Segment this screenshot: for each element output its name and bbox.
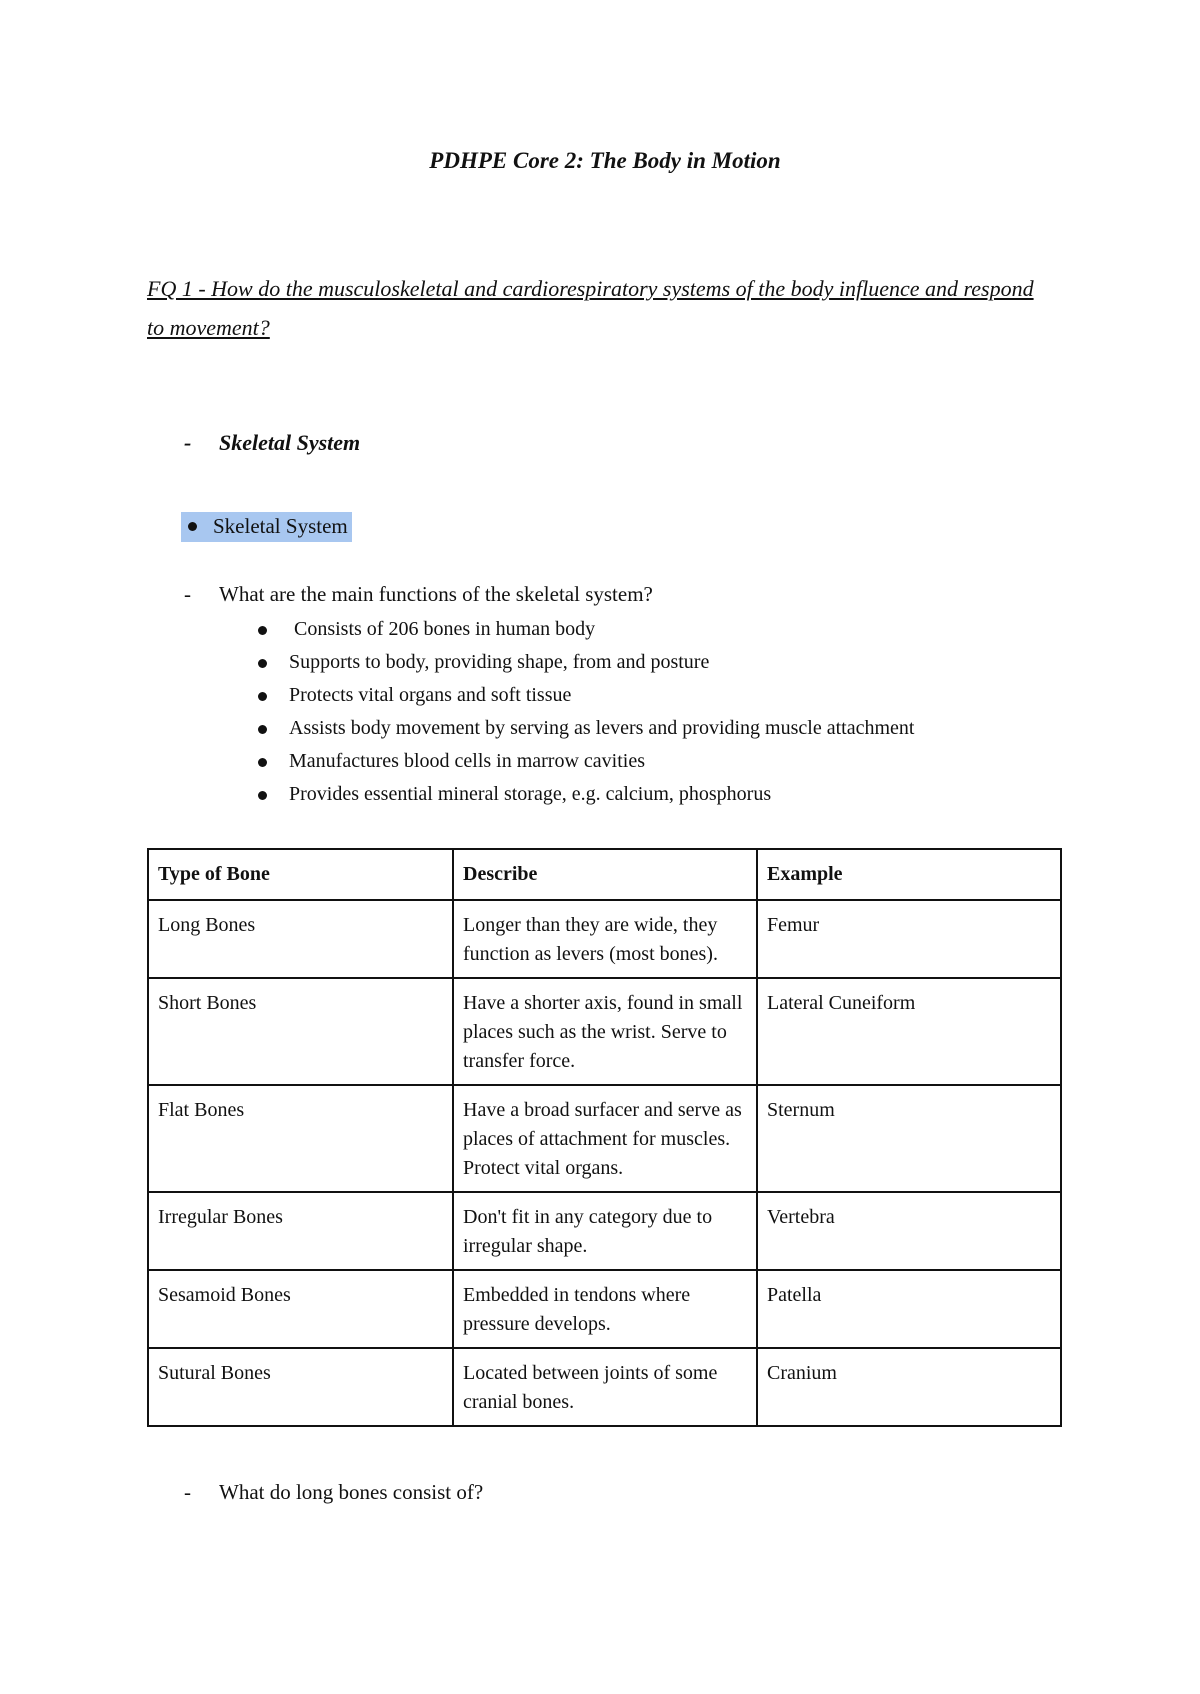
list-item-text: Consists of 206 bones in human body [289, 618, 596, 640]
bullet-icon [258, 791, 267, 800]
bullet-icon [258, 725, 267, 734]
table-cell-example: Lateral Cuneiform [757, 978, 1061, 1085]
list-item [258, 646, 914, 679]
highlighted-bullet [181, 512, 352, 542]
table-cell-describe: Longer than they are wide, they function as levers (most bones). [453, 900, 757, 978]
column-header-describe: Describe [453, 849, 757, 900]
section-heading [184, 430, 360, 456]
list-item [258, 613, 914, 646]
table-cell-type: Long Bones [148, 900, 453, 978]
list-item [258, 679, 914, 712]
functions-list [258, 613, 914, 811]
list-item [258, 712, 914, 745]
table-cell-example: Cranium [757, 1348, 1061, 1426]
list-item-text: Protects vital organs and soft tissue [289, 684, 572, 706]
question-functions-text: What are the main functions of the skeletal system? [219, 582, 653, 606]
list-item [258, 745, 914, 778]
page-title: PDHPE Core 2: The Body in Motion [429, 148, 781, 173]
list-item-text: Assists body movement by serving as levers and providing muscle attachment [289, 717, 915, 739]
table-cell-describe: Have a shorter axis, found in small places such as the wrist. Serve to transfer force. [453, 978, 757, 1085]
dash-marker: - [184, 582, 191, 606]
table-cell-example: Vertebra [757, 1192, 1061, 1270]
table-cell-type: Short Bones [148, 978, 453, 1085]
table-cell-describe: Don't fit in any category due to irregular shape. [453, 1192, 757, 1270]
table-cell-example: Patella [757, 1270, 1061, 1348]
dash-marker: - [184, 430, 192, 455]
focus-question: FQ 1 - How do the musculoskeletal and cardiorespiratory systems of the body influence and respond to movement? [147, 276, 1034, 340]
question-functions [184, 582, 653, 607]
table-cell-example: Femur [757, 900, 1061, 978]
dash-marker: - [184, 1480, 191, 1504]
bone-types-table [147, 848, 1062, 1427]
table-row [148, 1085, 1061, 1192]
list-item-text: Supports to body, providing shape, from and posture [289, 651, 710, 673]
table-cell-example: Sternum [757, 1085, 1061, 1192]
list-item-text: Manufactures blood cells in marrow cavities [289, 750, 645, 772]
table-cell-type: Sutural Bones [148, 1348, 453, 1426]
table-cell-type: Irregular Bones [148, 1192, 453, 1270]
table-cell-type: Sesamoid Bones [148, 1270, 453, 1348]
question-long-bones [184, 1480, 483, 1505]
table-row [148, 900, 1061, 978]
table-row [148, 1192, 1061, 1270]
table-cell-type: Flat Bones [148, 1085, 453, 1192]
bullet-icon [258, 692, 267, 701]
table-cell-describe: Have a broad surfacer and serve as places of attachment for muscles. Protect vital organs. [453, 1085, 757, 1192]
bullet-icon [258, 659, 267, 668]
highlighted-bullet-text: Skeletal System [213, 514, 348, 538]
bullet-icon [188, 522, 197, 531]
list-item [258, 778, 914, 811]
table-row [148, 978, 1061, 1085]
list-item-text: Provides essential mineral storage, e.g. calcium, phosphorus [289, 783, 772, 805]
table-header-row [148, 849, 1061, 900]
table-row [148, 1270, 1061, 1348]
bullet-icon [258, 758, 267, 767]
table-row [148, 1348, 1061, 1426]
table-cell-describe: Embedded in tendons where pressure develops. [453, 1270, 757, 1348]
table-cell-describe: Located between joints of some cranial bones. [453, 1348, 757, 1426]
column-header-example: Example [757, 849, 1061, 900]
column-header-type: Type of Bone [148, 849, 453, 900]
bullet-icon [258, 626, 267, 635]
question-long-bones-text: What do long bones consist of? [219, 1480, 484, 1504]
section-heading-text: Skeletal System [219, 430, 361, 455]
